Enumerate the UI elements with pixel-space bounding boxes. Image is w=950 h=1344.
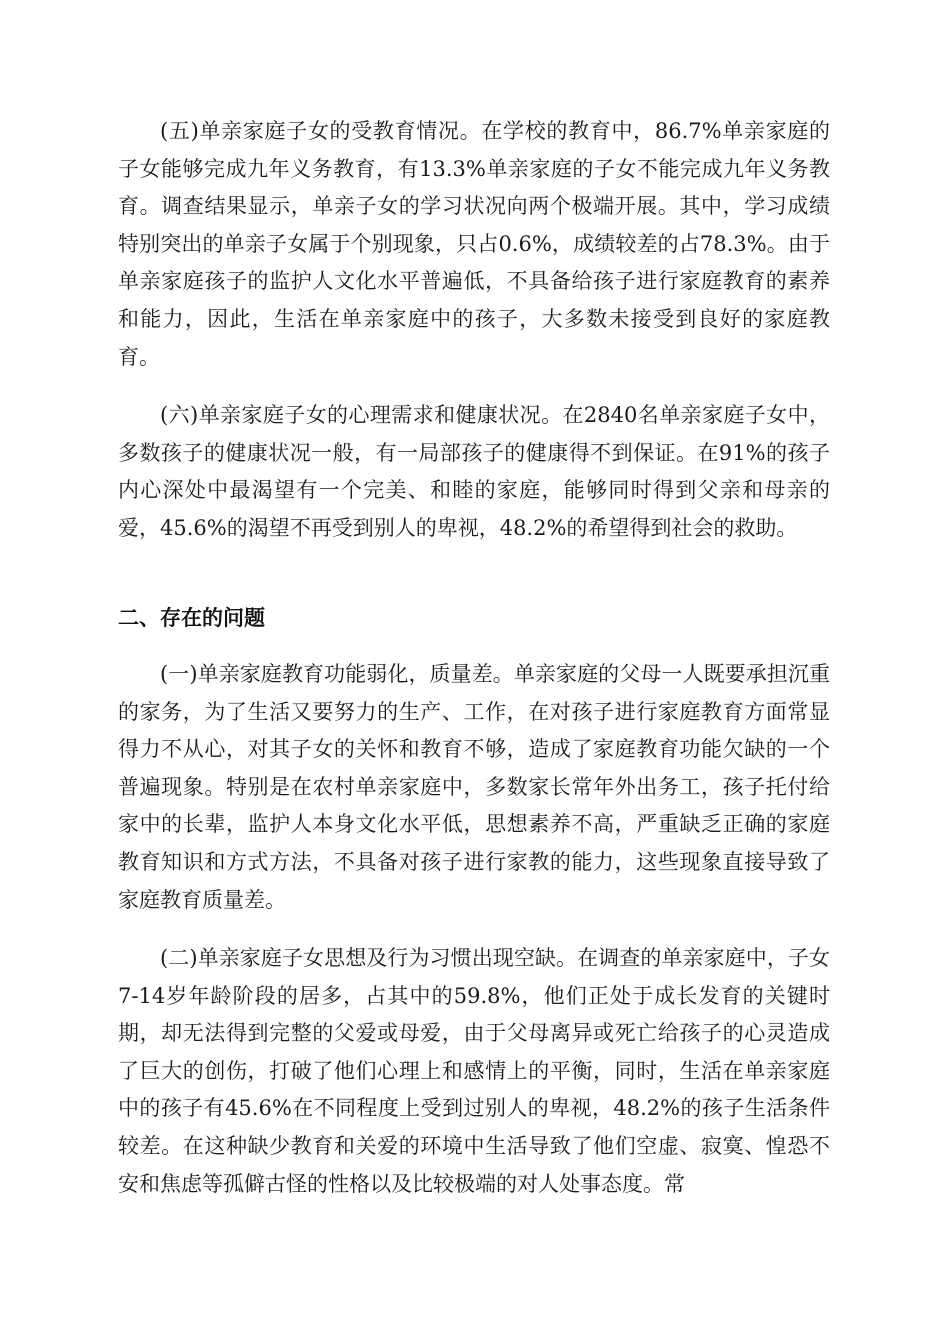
paragraph-behavior-habits: (二)单亲家庭子女思想及行为习惯出现空缺。在调查的单亲家庭中，子女7-14岁年龄阶段的居多，占其中的59.8%，他们正处于成长发育的关键时期，却无法得到完整的父爱或母爱，由于父母离异或死亡给孩子的心灵造成了巨大的创伤，打破了他们心理上和感情上的平衡，同时，生活在单亲家庭中的孩子有45.6%在不同程度上受到过别人的卑视，48.2%的孩子生活条件较差。在这种缺少教育和关爱的环境中生活导致了他们空虚、寂寞、惶恐不安和焦虑等孤僻古怪的性格以及比较极端的对人处事态度。常 <box>118 946 830 1196</box>
paragraph-education-status: (五)单亲家庭子女的受教育情况。在学校的教育中，86.7%单亲家庭的子女能够完成九年义务教育，有13.3%单亲家庭的子女不能完成九年义务教育。调查结果显示，单亲子女的学习状况向两个极端开展。其中，学习成绩特别突出的单亲子女属于个别现象，只占0.6%，成绩较差的占78.3%。由于单亲家庭孩子的监护人文化水平普遍低，不具备给孩子进行家庭教育的素养和能力，因此，生活在单亲家庭中的孩子，大多数未接受到良好的家庭教育。 <box>118 119 830 369</box>
paragraph-psychological-needs: (六)单亲家庭子女的心理需求和健康状况。在2840名单亲家庭子女中，多数孩子的健康状况一般，有一局部孩子的健康得不到保证。在91%的孩子内心深处中最渴望有一个完美、和睦的家庭，能够同时得到父亲和母亲的爱，45.6%的渴望不再受到别人的卑视，48.2%的希望得到社会的救助。 <box>118 403 830 540</box>
section-heading-existing-problems: 二、存在的问题 <box>118 606 265 630</box>
paragraph-weak-education-function: (一)单亲家庭教育功能弱化，质量差。单亲家庭的父母一人既要承担沉重的家务，为了生活又要努力的生产、工作，在对孩子进行家庭教育方面常显得力不从心，对其子女的关怀和教育不够，造成了家庭教育功能欠缺的一个普遍现象。特别是在农村单亲家庭中，多数家长常年外出务工，孩子托付给家中的长辈，监护人本身文化水平低，思想素养不高，严重缺乏正确的家庭教育知识和方式方法，不具备对孩子进行家教的能力，这些现象直接导致了家庭教育质量差。 <box>118 662 830 912</box>
